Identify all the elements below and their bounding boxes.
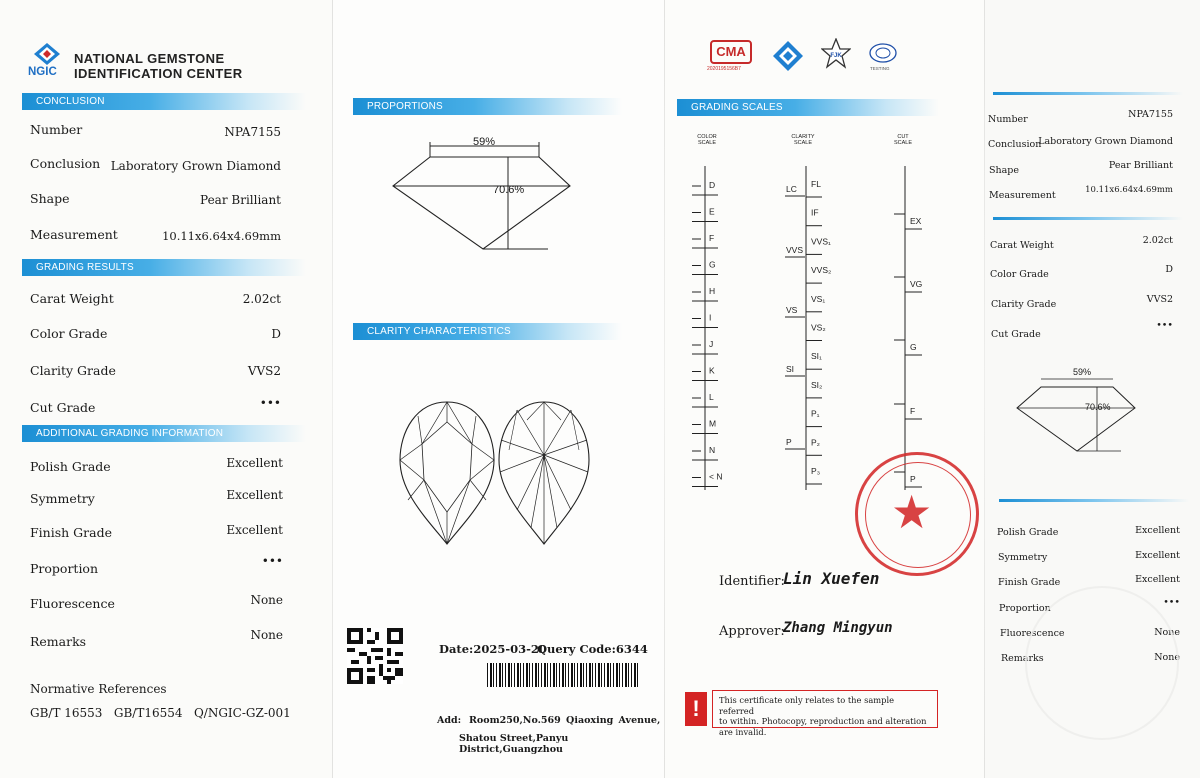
- testing-mark-icon: [868, 42, 898, 64]
- color-scale-grade: H: [709, 286, 716, 296]
- fjk-star-mark-icon: [821, 38, 851, 70]
- number-label: Number: [30, 122, 83, 137]
- org-name-line2: IDENTIFICATION CENTER: [74, 66, 243, 81]
- color-scale-grade: L: [709, 392, 714, 402]
- fluorescence-value: None: [250, 593, 283, 607]
- clarity-grade-label: Clarity Grade: [30, 363, 116, 378]
- summary-cut-value: •••: [1156, 320, 1173, 331]
- address-line2: Shatou Street,Panyu District,Guangzhou: [459, 733, 569, 755]
- cma-mark-icon: CMA: [710, 40, 752, 64]
- clarity-scale-title-line2: SCALE: [793, 140, 813, 146]
- clarity-scale-group: SI: [786, 364, 795, 374]
- summary-accent-line: [993, 92, 1183, 95]
- clarity-scale-grade: VS₁: [811, 293, 826, 304]
- remarks-value: None: [250, 628, 283, 642]
- summary-symmetry-label: Symmetry: [998, 552, 1048, 563]
- panel-main-report: [0, 0, 333, 778]
- symmetry-label: Symmetry: [30, 491, 95, 506]
- summary-conclusion-value: Laboratory Grown Diamond: [1038, 136, 1173, 147]
- clarity-scale-grade: SI₁: [811, 351, 822, 362]
- summary-proportion-label: Proportion: [999, 603, 1051, 614]
- summary-clarity-value: VVS2: [1146, 294, 1173, 305]
- summary-carat-value: 2.02ct: [1142, 235, 1173, 246]
- clarity-scale-group: LC: [786, 184, 797, 194]
- summary-symmetry-value: Excellent: [1135, 550, 1180, 561]
- logo-abbr: NGIC: [28, 66, 57, 78]
- finish-value: Excellent: [226, 523, 283, 537]
- section-bar-additional: ADDITIONAL GRADING INFORMATION: [22, 425, 306, 442]
- query-code: [537, 642, 648, 656]
- summary-measurement-label: Measurement: [989, 190, 1056, 201]
- finish-label: Finish Grade: [30, 525, 112, 540]
- summary-polish-label: Polish Grade: [997, 527, 1059, 538]
- panel-grading-scales: [665, 0, 985, 778]
- query-value: 6344: [615, 642, 648, 656]
- issue-date: [439, 642, 547, 656]
- pear-crown-plot-icon: [398, 400, 496, 546]
- depth-percent: 70.6%: [493, 184, 525, 196]
- color-scale-title-line1: COLOR: [697, 134, 717, 140]
- summary-carat-label: Carat Weight: [990, 240, 1054, 251]
- clarity-scale-grade: VVS₁: [811, 236, 831, 247]
- polish-label: Polish Grade: [30, 459, 111, 474]
- notice-box: [712, 690, 938, 737]
- clarity-scale-grade: P₁: [811, 408, 820, 419]
- barcode: [487, 663, 639, 687]
- color-scale-grade: G: [709, 259, 716, 270]
- clarity-scale-grade: P₃: [811, 466, 821, 476]
- summary-color-value: D: [1165, 264, 1173, 275]
- summary-polish-value: Excellent: [1135, 525, 1180, 536]
- summary-cut-label: Cut Grade: [991, 329, 1041, 340]
- grading-scales-chart: [665, 160, 985, 500]
- color-grade-value: D: [271, 327, 281, 341]
- normative-refs: GB/T 16553 GB/T16554 Q/NGIC-GZ-001: [30, 706, 291, 720]
- cut-scale-grade: F: [910, 406, 916, 416]
- identifier-signature: Lin Xuefen: [783, 569, 880, 588]
- panel-proportions-clarity: [333, 0, 665, 778]
- color-scale-grade: E: [709, 206, 715, 217]
- summary-fluorescence-value: None: [1154, 627, 1180, 638]
- pear-pavilion-plot-icon: [497, 400, 591, 546]
- qr-code-icon: [347, 627, 403, 685]
- color-scale-grade: N: [709, 445, 716, 455]
- clarity-scale-title-line1: CLARITY: [791, 134, 815, 140]
- cut-scale-title-line2: SCALE: [893, 140, 913, 146]
- table-percent: 59%: [473, 136, 496, 148]
- fjk-text: FJK: [830, 53, 842, 59]
- summary-conclusion-label: Conclusion: [988, 139, 1042, 150]
- approver-label: Approver:: [719, 624, 785, 639]
- polish-value: Excellent: [226, 456, 283, 470]
- diamond-mark-icon: [772, 40, 804, 72]
- color-scale-grade: < N: [709, 471, 723, 482]
- symmetry-value: Excellent: [226, 488, 283, 502]
- summary-finish-value: Excellent: [1135, 574, 1180, 585]
- proportion-label: Proportion: [30, 561, 99, 576]
- remarks-label: Remarks: [30, 634, 87, 649]
- summary-number-label: Number: [988, 114, 1028, 125]
- clarity-scale-grade: VS₂: [811, 322, 826, 333]
- clarity-grade-value: VVS2: [247, 364, 281, 378]
- summary-shape-value: Pear Brilliant: [1108, 160, 1173, 171]
- summary-finish-label: Finish Grade: [998, 577, 1061, 588]
- summary-table-percent: 59%: [1073, 367, 1092, 377]
- watermark-seal: [1025, 586, 1179, 740]
- number-value: NPA7155: [224, 125, 281, 139]
- query-label: Query Code:: [537, 642, 616, 656]
- cma-code: 2020195156B7: [707, 66, 741, 72]
- color-scale-grade: M: [709, 418, 717, 429]
- summary-depth-percent: 70.6%: [1085, 402, 1111, 412]
- address-label: Add:: [437, 715, 462, 726]
- clarity-scale-title: [789, 134, 817, 146]
- cut-scale-grade: VG: [910, 279, 923, 289]
- testing-text: TESTING: [870, 66, 890, 71]
- official-stamp: [855, 452, 979, 576]
- section-bar-clarity-characteristics: CLARITY CHARACTERISTICS: [353, 323, 622, 340]
- measurement-label: Measurement: [30, 227, 118, 242]
- shape-label: Shape: [30, 191, 70, 206]
- approver-signature: Zhang Mingyun: [783, 620, 893, 636]
- summary-accent-line: [993, 217, 1183, 220]
- clarity-scale-group: P: [786, 437, 792, 447]
- summary-fluorescence-label: Fluorescence: [1000, 628, 1065, 639]
- fluorescence-label: Fluorescence: [30, 596, 115, 611]
- color-scale-grade: D: [709, 180, 716, 190]
- color-scale-title: [695, 134, 719, 146]
- summary-proportion-value: •••: [1163, 597, 1180, 608]
- conclusion-label: Conclusion: [30, 156, 101, 171]
- summary-shape-label: Shape: [989, 165, 1019, 176]
- summary-accent-line: [999, 499, 1189, 502]
- panel-summary-card: [985, 0, 1200, 778]
- clarity-scale-grade: SI₂: [811, 379, 823, 390]
- section-bar-proportions: PROPORTIONS: [353, 98, 622, 115]
- color-scale-grade: F: [709, 233, 715, 243]
- color-grade-label: Color Grade: [30, 326, 108, 341]
- cut-scale-title-line1: CUT: [897, 134, 909, 140]
- section-bar-grading-results: GRADING RESULTS: [22, 259, 306, 276]
- date-value: 2025-03-20: [473, 642, 547, 656]
- summary-number-value: NPA7155: [1128, 109, 1173, 120]
- cut-grade-value: •••: [259, 396, 281, 410]
- shape-value: Pear Brilliant: [200, 193, 281, 207]
- notice-line2: to within. Photocopy, reproduction and alteration: [719, 716, 927, 726]
- carat-label: Carat Weight: [30, 291, 114, 306]
- cut-scale-grade: EX: [910, 216, 922, 226]
- color-scale-grade: I: [709, 312, 712, 323]
- summary-measurement-value: 10.11x6.64x4.69mm: [1085, 185, 1173, 195]
- ngic-diamond-logo-icon: [34, 43, 60, 65]
- clarity-scale-grade: IF: [811, 207, 819, 218]
- normative-title: Normative References: [30, 682, 167, 696]
- section-bar-grading-scales: GRADING SCALES: [677, 99, 939, 116]
- color-scale-grade: K: [709, 365, 715, 376]
- color-scale-title-line2: SCALE: [697, 140, 717, 146]
- cut-grade-label: Cut Grade: [30, 400, 96, 415]
- notice-line1: This certificate only relates to the sample referred: [719, 695, 895, 716]
- summary-color-label: Color Grade: [990, 269, 1049, 280]
- clarity-scale-grade: FL: [811, 179, 821, 189]
- summary-remarks-label: Remarks: [1001, 653, 1044, 664]
- proportion-value: •••: [261, 554, 283, 568]
- warning-icon: !: [685, 692, 707, 726]
- date-label: Date:: [439, 642, 474, 656]
- summary-clarity-label: Clarity Grade: [991, 299, 1057, 310]
- summary-proportions-diagram: [1013, 375, 1143, 455]
- conclusion-value: Laboratory Grown Diamond: [110, 159, 281, 173]
- address-line1: Room250,No.569 Qiaoxing Avenue,: [469, 715, 661, 726]
- clarity-scale-grade: VVS₂: [811, 265, 832, 276]
- org-name-line1: NATIONAL GEMSTONE: [74, 51, 225, 66]
- color-scale-grade: J: [709, 339, 714, 349]
- cut-scale-grade: G: [910, 342, 917, 352]
- clarity-scale-grade: P₂: [811, 437, 820, 448]
- notice-line3: are invalid.: [719, 726, 767, 737]
- cut-scale-title: [891, 134, 915, 146]
- section-bar-conclusion: CONCLUSION: [22, 93, 306, 110]
- identifier-label: Identifier:: [719, 574, 785, 589]
- clarity-scale-group: VS: [786, 305, 798, 315]
- summary-remarks-value: None: [1154, 652, 1180, 663]
- cut-scale-grade: P: [910, 474, 916, 484]
- clarity-scale-group: VVS: [786, 245, 804, 255]
- measurement-value: 10.11x6.64x4.69mm: [162, 229, 281, 243]
- carat-value: 2.02ct: [242, 292, 281, 306]
- stamp-star-icon: ★: [891, 485, 933, 539]
